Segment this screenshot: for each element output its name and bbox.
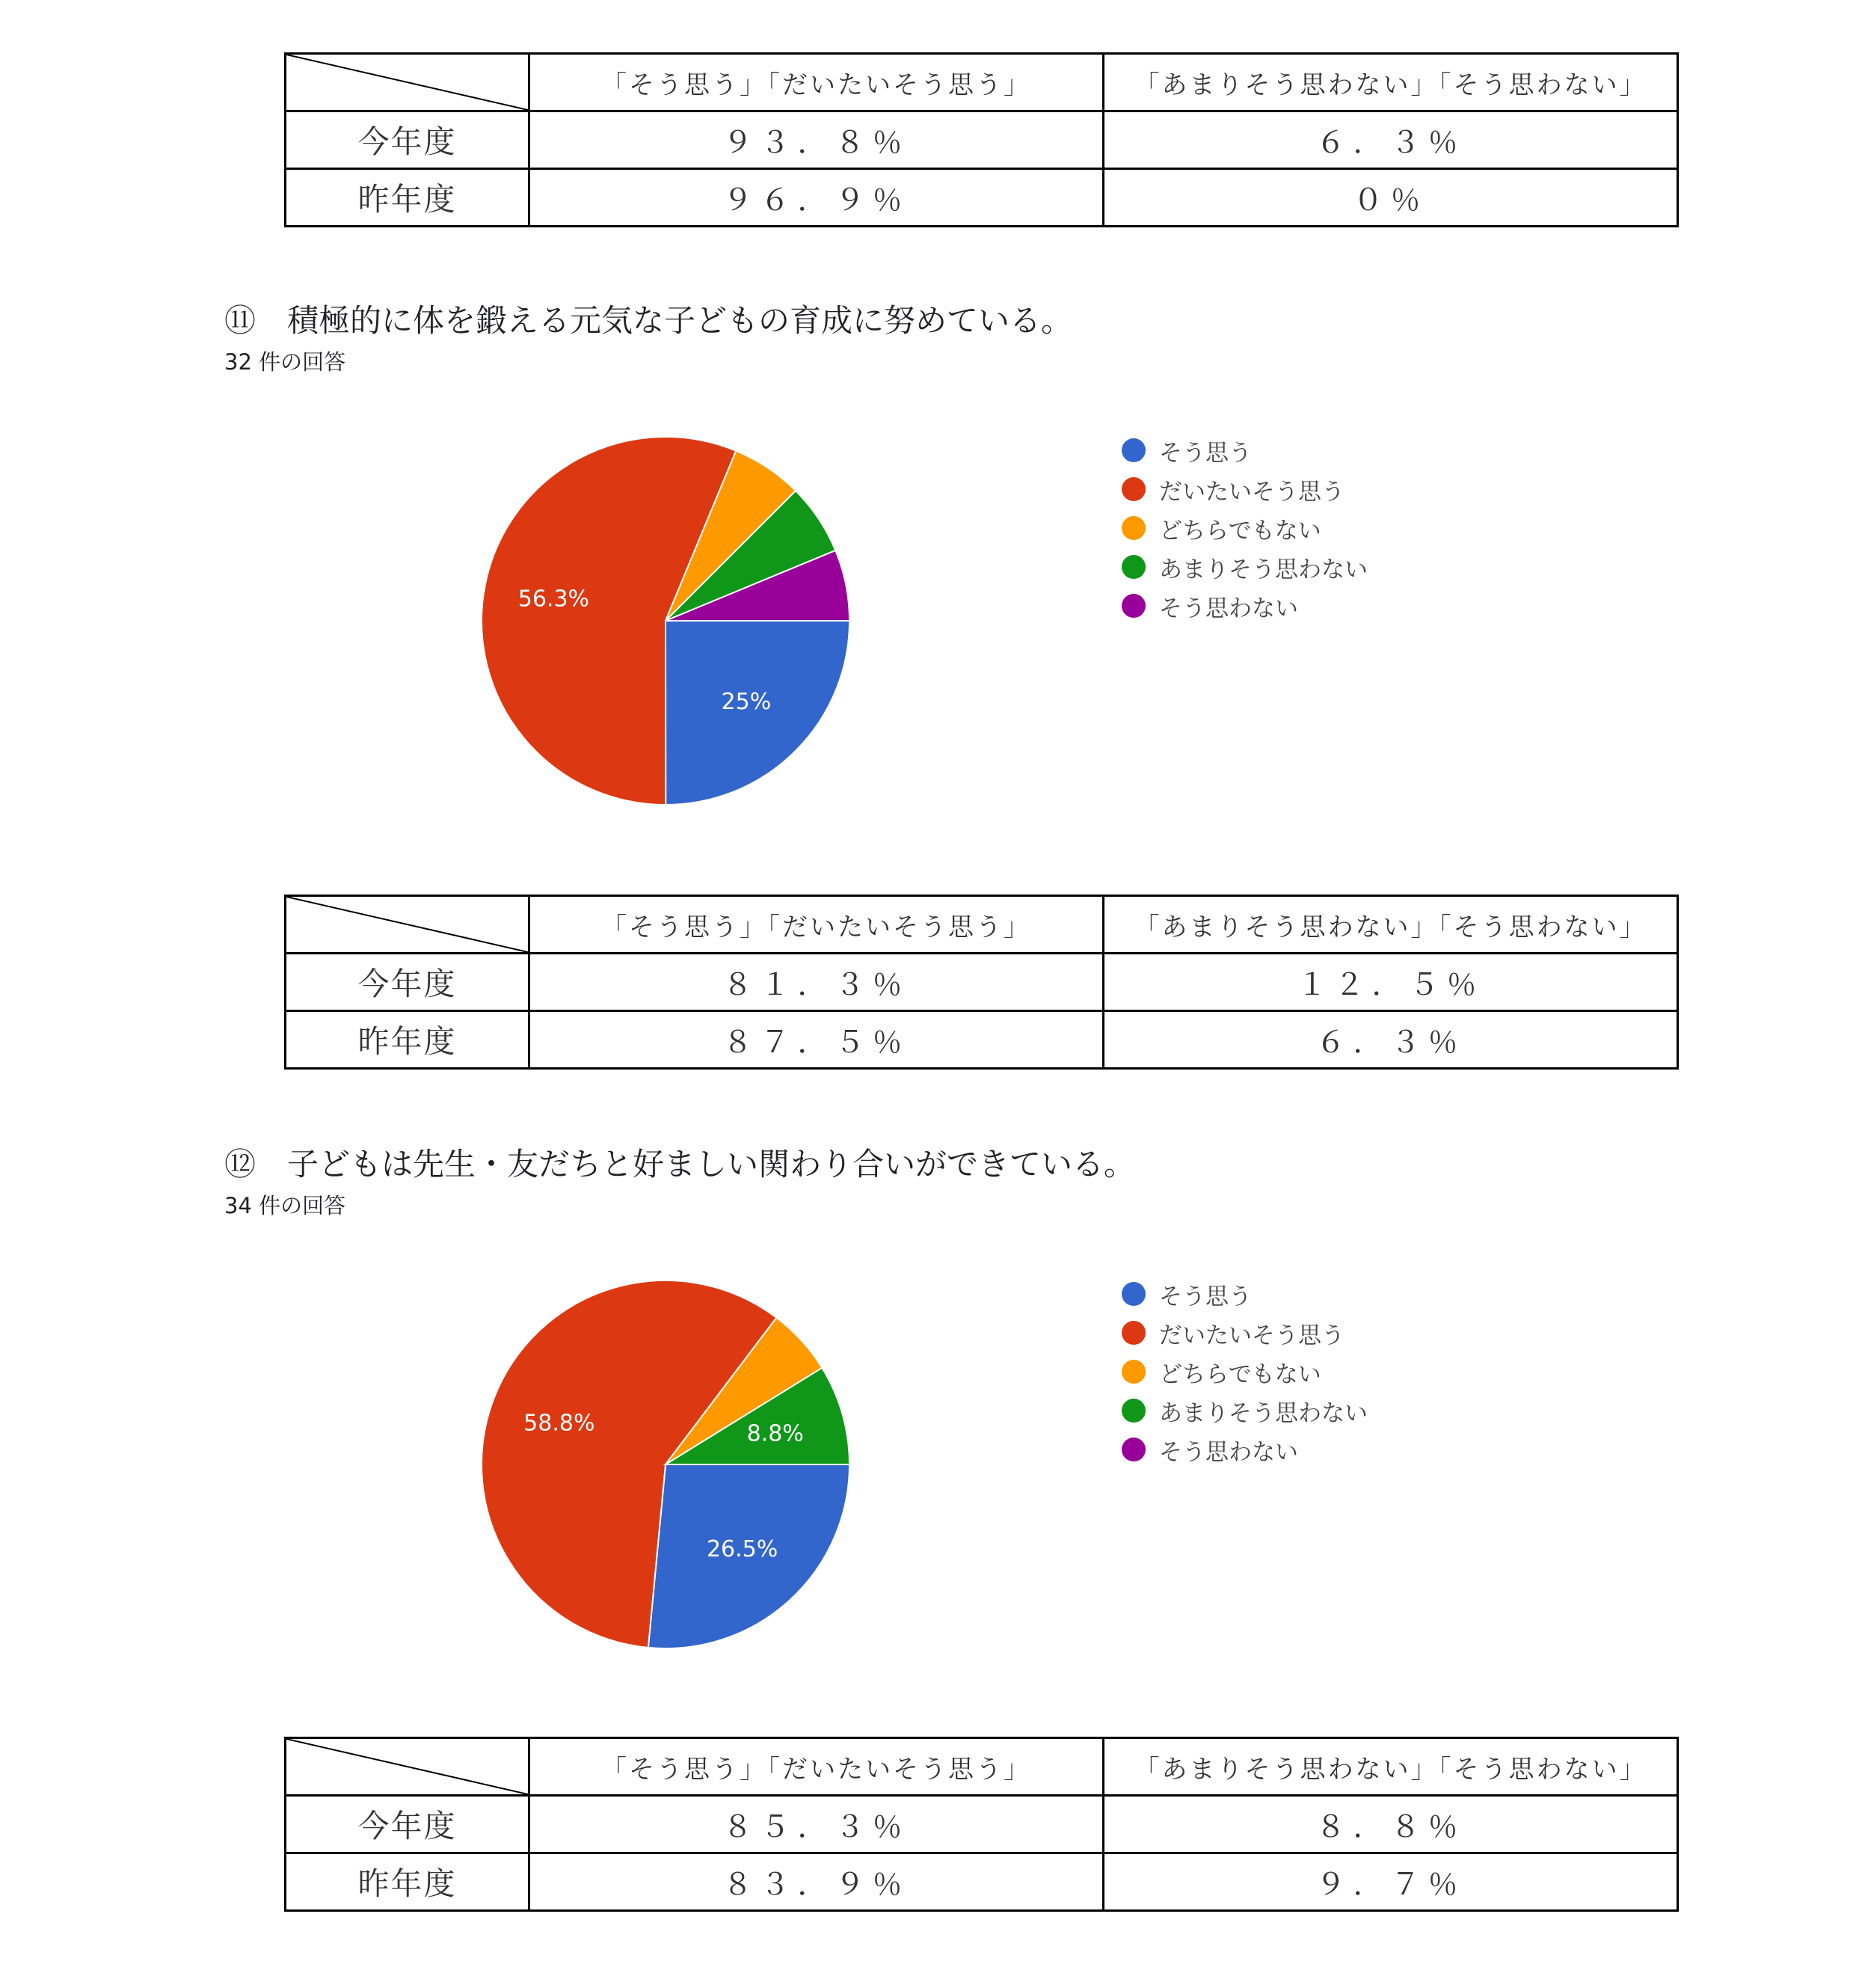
legend-dot: [1122, 594, 1146, 618]
pie-data-label: 25%: [721, 688, 772, 715]
legend-label: そう思わない: [1159, 595, 1298, 622]
table-cell: ９３．８％: [529, 111, 1104, 169]
legend-dot: [1122, 1321, 1146, 1345]
legend-item-mostly-agree: [1122, 1313, 1368, 1352]
legend-dot: [1122, 555, 1146, 579]
table-cell: ８５．３％: [529, 1796, 1104, 1853]
legend-item-disagree: [1122, 1430, 1368, 1469]
response-count-11: 32 件の回答: [224, 349, 346, 375]
legend-dot: [1122, 1438, 1146, 1461]
table-cell: ８１．３％: [529, 954, 1104, 1011]
pie-chart-12: [479, 1277, 852, 1651]
row-label-last-year: 昨年度: [286, 169, 529, 227]
legend-label: どちらでもない: [1159, 517, 1321, 544]
row-label-this-year: 今年度: [286, 111, 529, 169]
pie-data-label: 58.8%: [523, 1410, 595, 1437]
legend-label: あまりそう思わない: [1159, 556, 1368, 583]
legend-dot: [1122, 477, 1146, 501]
table-cell: ９．７％: [1104, 1853, 1678, 1911]
legend-11: [1122, 431, 1368, 625]
legend-item-agree: [1122, 431, 1368, 470]
legend-label: だいたいそう思う: [1159, 478, 1345, 506]
table-cell: １２．５％: [1104, 954, 1678, 1011]
row-label-last-year: 昨年度: [286, 1853, 529, 1911]
pie-data-label: 8.8%: [746, 1420, 804, 1447]
row-label-this-year: 今年度: [286, 954, 529, 1011]
legend-dot: [1122, 516, 1146, 540]
pie-data-label: 26.5%: [706, 1536, 778, 1562]
table-cell: ８７．５％: [529, 1011, 1104, 1069]
table-corner-cell: [286, 896, 529, 954]
table-header-disagree: 「あまりそう思わない」「そう思わない」: [1104, 1738, 1678, 1796]
table-cell: ０％: [1104, 169, 1678, 227]
comparison-table-3: [284, 1737, 1679, 1912]
response-count-12: 34 件の回答: [224, 1193, 346, 1218]
legend-item-mostly-disagree: [1122, 1391, 1368, 1430]
table-corner-cell: [286, 54, 529, 111]
table-header-agree: 「そう思う」「だいたいそう思う」: [529, 54, 1104, 111]
table-header-agree: 「そう思う」「だいたいそう思う」: [529, 1738, 1104, 1796]
legend-item-neutral: [1122, 1352, 1368, 1391]
legend-item-mostly-disagree: [1122, 547, 1368, 586]
table-corner-cell: [286, 1738, 529, 1796]
legend-item-agree: [1122, 1274, 1368, 1313]
comparison-table-2: [284, 895, 1679, 1070]
legend-dot: [1122, 438, 1146, 462]
legend-12: [1122, 1274, 1368, 1469]
legend-item-neutral: [1122, 509, 1368, 547]
legend-label: そう思わない: [1159, 1438, 1298, 1466]
table-cell: ６．３％: [1104, 111, 1678, 169]
table-cell: ８．８％: [1104, 1796, 1678, 1853]
legend-dot: [1122, 1399, 1146, 1423]
legend-label: そう思う: [1159, 1283, 1252, 1310]
pie-chart-11: [479, 434, 852, 808]
legend-item-mostly-agree: [1122, 470, 1368, 509]
question-title-11: ⑪ 積極的に体を鍛える元気な子どもの育成に努めている。: [224, 302, 1073, 339]
table-cell: ８３．９％: [529, 1853, 1104, 1911]
legend-dot: [1122, 1282, 1146, 1306]
table-cell: ９６．９％: [529, 169, 1104, 227]
row-label-last-year: 昨年度: [286, 1011, 529, 1069]
table-header-disagree: 「あまりそう思わない」「そう思わない」: [1104, 54, 1678, 111]
legend-label: あまりそう思わない: [1159, 1399, 1368, 1427]
table-header-agree: 「そう思う」「だいたいそう思う」: [529, 896, 1104, 954]
table-cell: ６．３％: [1104, 1011, 1678, 1069]
comparison-table-1: [284, 52, 1679, 227]
legend-label: だいたいそう思う: [1159, 1322, 1345, 1349]
legend-item-disagree: [1122, 586, 1368, 625]
row-label-this-year: 今年度: [286, 1796, 529, 1853]
question-title-12: ⑫ 子どもは先生・友だちと好ましい関わり合いができている。: [224, 1146, 1136, 1182]
table-header-disagree: 「あまりそう思わない」「そう思わない」: [1104, 896, 1678, 954]
legend-label: そう思う: [1159, 439, 1252, 467]
legend-label: どちらでもない: [1159, 1360, 1321, 1388]
legend-dot: [1122, 1360, 1146, 1384]
pie-data-label: 56.3%: [517, 586, 590, 613]
